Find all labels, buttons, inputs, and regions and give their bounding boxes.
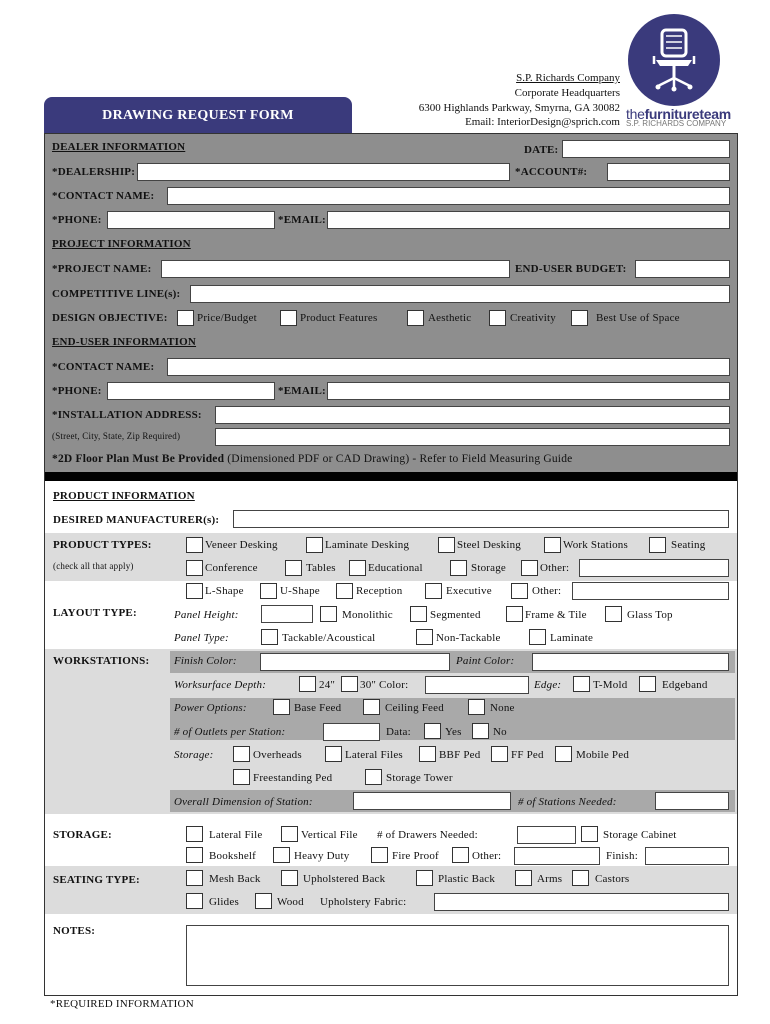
install-field-2[interactable]: [215, 428, 730, 446]
wood-checkbox[interactable]: [255, 893, 272, 909]
enduser-email-label: *EMAIL:: [278, 385, 326, 397]
ws-storage-label: Storage:: [174, 749, 214, 761]
storage-tower-checkbox[interactable]: [365, 769, 382, 785]
t-mold-label: T-Mold: [593, 679, 628, 691]
seating-label: Seating: [671, 539, 706, 551]
install-field-1[interactable]: [215, 406, 730, 424]
u-shape-checkbox[interactable]: [260, 583, 277, 599]
fire-proof-label: Fire Proof: [392, 850, 439, 862]
plastic-back-checkbox[interactable]: [416, 870, 433, 886]
edge-label: Edge:: [534, 679, 562, 691]
vertical-file-label: Vertical File: [301, 829, 358, 841]
objective-price-checkbox[interactable]: [177, 310, 194, 326]
upholstery-fabric-label: Upholstery Fabric:: [320, 896, 407, 908]
educational-checkbox[interactable]: [349, 560, 366, 576]
enduser-phone-field[interactable]: [107, 382, 275, 400]
depth-30-checkbox[interactable]: [341, 676, 358, 692]
upholstered-back-label: Upholstered Back: [303, 873, 386, 885]
u-shape-label: U-Shape: [280, 585, 320, 597]
tables-checkbox[interactable]: [285, 560, 302, 576]
drawers-needed-label: # of Drawers Needed:: [377, 829, 478, 841]
tackable-checkbox[interactable]: [261, 629, 278, 645]
lateral-files-label: Lateral Files: [345, 749, 403, 761]
seating-checkbox[interactable]: [649, 537, 666, 553]
paint-color-field[interactable]: [532, 653, 729, 671]
account-field[interactable]: [607, 163, 730, 181]
other-field-1[interactable]: [579, 559, 729, 577]
manufacturer-field[interactable]: [233, 510, 729, 528]
glass-top-checkbox[interactable]: [605, 606, 622, 622]
storage-finish-field[interactable]: [645, 847, 729, 865]
tackable-label: Tackable/Acoustical: [282, 632, 376, 644]
outlets-field[interactable]: [323, 723, 380, 741]
ff-ped-checkbox[interactable]: [491, 746, 508, 762]
work-stations-checkbox[interactable]: [544, 537, 561, 553]
dealership-field[interactable]: [137, 163, 510, 181]
overall-dimension-field[interactable]: [353, 792, 511, 810]
freestanding-ped-label: Freestanding Ped: [253, 772, 333, 784]
account-label: *ACCOUNT#:: [515, 166, 588, 178]
segmented-label: Segmented: [430, 609, 481, 621]
objective-label: DESIGN OBJECTIVE:: [52, 312, 168, 324]
non-tackable-label: Non-Tackable: [436, 632, 501, 644]
outlets-label: # of Outlets per Station:: [174, 726, 286, 738]
wood-label: Wood: [277, 896, 304, 908]
reception-label: Reception: [356, 585, 403, 597]
mesh-back-label: Mesh Back: [209, 873, 261, 885]
steel-desking-checkbox[interactable]: [438, 537, 455, 553]
other-checkbox-1[interactable]: [521, 560, 538, 576]
monolithic-checkbox[interactable]: [320, 606, 337, 622]
date-label: DATE:: [524, 144, 559, 156]
depth-label: Worksurface Depth:: [174, 679, 267, 691]
phone-field[interactable]: [107, 211, 275, 229]
vertical-file-checkbox[interactable]: [281, 826, 298, 842]
depth-24-label: 24": [319, 679, 336, 691]
manufacturer-label: DESIRED MANUFACTURER(s):: [53, 514, 220, 526]
storage-cabinet-checkbox[interactable]: [581, 826, 598, 842]
objective-features-label: Product Features: [300, 312, 378, 324]
project-heading: PROJECT INFORMATION: [52, 238, 191, 250]
data-yes-label: Yes: [445, 726, 462, 738]
paint-color-label: Paint Color:: [456, 655, 515, 667]
notes-label: NOTES:: [53, 925, 96, 937]
l-shape-checkbox[interactable]: [186, 583, 203, 599]
budget-field[interactable]: [635, 260, 730, 278]
project-name-field[interactable]: [161, 260, 510, 278]
none-label: None: [490, 702, 515, 714]
bookshelf-label: Bookshelf: [209, 850, 257, 862]
monolithic-label: Monolithic: [342, 609, 393, 621]
none-checkbox[interactable]: [468, 699, 485, 715]
laminate-desking-label: Laminate Desking: [325, 539, 410, 551]
company-address: 6300 Highlands Parkway, Smyrna, GA 30082: [418, 102, 620, 114]
data-label: Data:: [386, 726, 411, 738]
panel-height-field[interactable]: [261, 605, 313, 623]
objective-creativity-label: Creativity: [510, 312, 556, 324]
enduser-contact-label: *CONTACT NAME:: [52, 361, 155, 373]
project-name-label: *PROJECT NAME:: [52, 263, 152, 275]
storage-other-field[interactable]: [514, 847, 600, 865]
workstations-label: WORKSTATIONS:: [53, 655, 150, 667]
conference-checkbox[interactable]: [186, 560, 203, 576]
mobile-ped-checkbox[interactable]: [555, 746, 572, 762]
phone-label: *PHONE:: [52, 214, 102, 226]
arms-label: Arms: [537, 873, 563, 885]
date-field[interactable]: [562, 140, 730, 158]
budget-label: END-USER BUDGET:: [515, 263, 627, 275]
seating-type-label: SEATING TYPE:: [53, 874, 140, 886]
panel-type-label: Panel Type:: [174, 632, 229, 644]
brand-subtitle: S.P. RICHARDS COMPANY: [626, 119, 727, 128]
enduser-heading: END-USER INFORMATION: [52, 336, 197, 348]
upholstery-fabric-field[interactable]: [434, 893, 729, 911]
section-divider: [45, 472, 737, 481]
bbf-ped-checkbox[interactable]: [419, 746, 436, 762]
dealer-heading: DEALER INFORMATION: [52, 141, 186, 153]
other-label-2: Other:: [532, 585, 562, 597]
depth-24-checkbox[interactable]: [299, 676, 316, 692]
non-tackable-checkbox[interactable]: [416, 629, 433, 645]
company-hq: Corporate Headquarters: [514, 87, 620, 99]
stations-needed-label: # of Stations Needed:: [518, 796, 617, 808]
dealership-label: *DEALERSHIP:: [52, 166, 136, 178]
storage-section-label: STORAGE:: [53, 829, 112, 841]
conference-label: Conference: [205, 562, 258, 574]
segmented-checkbox[interactable]: [410, 606, 427, 622]
mesh-back-checkbox[interactable]: [186, 870, 203, 886]
storage-tower-label: Storage Tower: [386, 772, 453, 784]
floorplan-note: *2D Floor Plan Must Be Provided (Dimensioned PDF or CAD Drawing) - Refer to Field Measuring Guide: [52, 453, 573, 465]
lateral-files-checkbox[interactable]: [325, 746, 342, 762]
overheads-checkbox[interactable]: [233, 746, 250, 762]
objective-creativity-checkbox[interactable]: [489, 310, 506, 326]
ceiling-feed-label: Ceiling Feed: [385, 702, 444, 714]
competitive-label: COMPETITIVE LINE(s):: [52, 288, 181, 300]
ff-ped-label: FF Ped: [511, 749, 544, 761]
upholstered-back-checkbox[interactable]: [281, 870, 298, 886]
reception-checkbox[interactable]: [336, 583, 353, 599]
competitive-field[interactable]: [190, 285, 730, 303]
stations-needed-field[interactable]: [655, 792, 729, 810]
storage-finish-label: Finish:: [606, 850, 638, 862]
enduser-phone-label: *PHONE:: [52, 385, 102, 397]
ceiling-feed-checkbox[interactable]: [363, 699, 380, 715]
frame-tile-label: Frame & Tile: [525, 609, 587, 621]
layout-type-label: LAYOUT TYPE:: [53, 607, 137, 619]
laminate-checkbox[interactable]: [529, 629, 546, 645]
objective-space-checkbox[interactable]: [571, 310, 588, 326]
frame-tile-checkbox[interactable]: [506, 606, 523, 622]
company-name: S.P. Richards Company: [516, 72, 620, 84]
glass-top-label: Glass Top: [627, 609, 673, 621]
install-note: (Street, City, State, Zip Required): [52, 431, 181, 441]
steel-desking-label: Steel Desking: [457, 539, 522, 551]
executive-checkbox[interactable]: [425, 583, 442, 599]
panel-height-label: Panel Height:: [174, 609, 239, 621]
contact-field[interactable]: [167, 187, 730, 205]
l-shape-label: L-Shape: [205, 585, 244, 597]
enduser-contact-field[interactable]: [167, 358, 730, 376]
tables-label: Tables: [306, 562, 336, 574]
email-field[interactable]: [327, 211, 730, 229]
overall-dimension-label: Overall Dimension of Station:: [174, 796, 313, 808]
product-types-label: PRODUCT TYPES:: [53, 539, 152, 551]
glides-checkbox[interactable]: [186, 893, 203, 909]
other-checkbox-2[interactable]: [511, 583, 528, 599]
t-mold-checkbox[interactable]: [573, 676, 590, 692]
lateral-file-checkbox[interactable]: [186, 826, 203, 842]
data-yes-checkbox[interactable]: [424, 723, 441, 739]
arms-checkbox[interactable]: [515, 870, 532, 886]
heavy-duty-checkbox[interactable]: [273, 847, 290, 863]
product-types-note: (check all that apply): [53, 561, 134, 571]
depth-color-field[interactable]: [425, 676, 529, 694]
company-email: Email: InteriorDesign@sprich.com: [465, 116, 620, 128]
enduser-email-field[interactable]: [327, 382, 730, 400]
data-no-label: No: [493, 726, 507, 738]
heavy-duty-label: Heavy Duty: [294, 850, 350, 862]
other-field-2[interactable]: [572, 582, 729, 600]
objective-price-label: Price/Budget: [197, 312, 257, 324]
objective-features-checkbox[interactable]: [280, 310, 297, 326]
install-label: *INSTALLATION ADDRESS:: [52, 409, 202, 421]
castors-label: Castors: [595, 873, 630, 885]
power-options-label: Power Options:: [174, 702, 247, 714]
edgeband-label: Edgeband: [662, 679, 708, 691]
product-heading: PRODUCT INFORMATION: [53, 490, 195, 502]
storage-other-checkbox[interactable]: [452, 847, 469, 863]
work-stations-label: Work Stations: [563, 539, 628, 551]
freestanding-ped-checkbox[interactable]: [233, 769, 250, 785]
veneer-desking-checkbox[interactable]: [186, 537, 203, 553]
plastic-back-label: Plastic Back: [438, 873, 496, 885]
laminate-label: Laminate: [550, 632, 594, 644]
castors-checkbox[interactable]: [572, 870, 589, 886]
drawers-needed-field[interactable]: [517, 826, 576, 844]
furniture-team-logo: [628, 14, 720, 106]
brand-wordmark: thefurnitureteam: [626, 106, 731, 122]
storage-other-label: Other:: [472, 850, 502, 862]
contact-label: *CONTACT NAME:: [52, 190, 155, 202]
glides-label: Glides: [209, 896, 239, 908]
storage-cabinet-label: Storage Cabinet: [603, 829, 677, 841]
office-chair-icon: [628, 14, 720, 106]
lateral-file-label: Lateral File: [209, 829, 263, 841]
storage-checkbox[interactable]: [450, 560, 467, 576]
bbf-ped-label: BBF Ped: [439, 749, 481, 761]
objective-aesthetic-label: Aesthetic: [428, 312, 472, 324]
laminate-desking-checkbox[interactable]: [306, 537, 323, 553]
email-label: *EMAIL:: [278, 214, 326, 226]
required-footnote: *REQUIRED INFORMATION: [50, 998, 194, 1010]
depth-30-label: 30" Color:: [360, 679, 409, 691]
veneer-desking-label: Veneer Desking: [205, 539, 278, 551]
finish-color-label: Finish Color:: [174, 655, 237, 667]
mobile-ped-label: Mobile Ped: [576, 749, 630, 761]
finish-color-field[interactable]: [260, 653, 450, 671]
edgeband-checkbox[interactable]: [639, 676, 656, 692]
objective-aesthetic-checkbox[interactable]: [407, 310, 424, 326]
bookshelf-checkbox[interactable]: [186, 847, 203, 863]
objective-space-label: Best Use of Space: [596, 312, 680, 324]
executive-label: Executive: [446, 585, 492, 597]
fire-proof-checkbox[interactable]: [371, 847, 388, 863]
overheads-label: Overheads: [253, 749, 302, 761]
storage-label: Storage: [471, 562, 507, 574]
base-feed-label: Base Feed: [294, 702, 342, 714]
other-label-1: Other:: [540, 562, 570, 574]
form-title: DRAWING REQUEST FORM: [102, 108, 294, 123]
base-feed-checkbox[interactable]: [273, 699, 290, 715]
educational-label: Educational: [368, 562, 423, 574]
notes-field[interactable]: [186, 925, 729, 986]
data-no-checkbox[interactable]: [472, 723, 489, 739]
